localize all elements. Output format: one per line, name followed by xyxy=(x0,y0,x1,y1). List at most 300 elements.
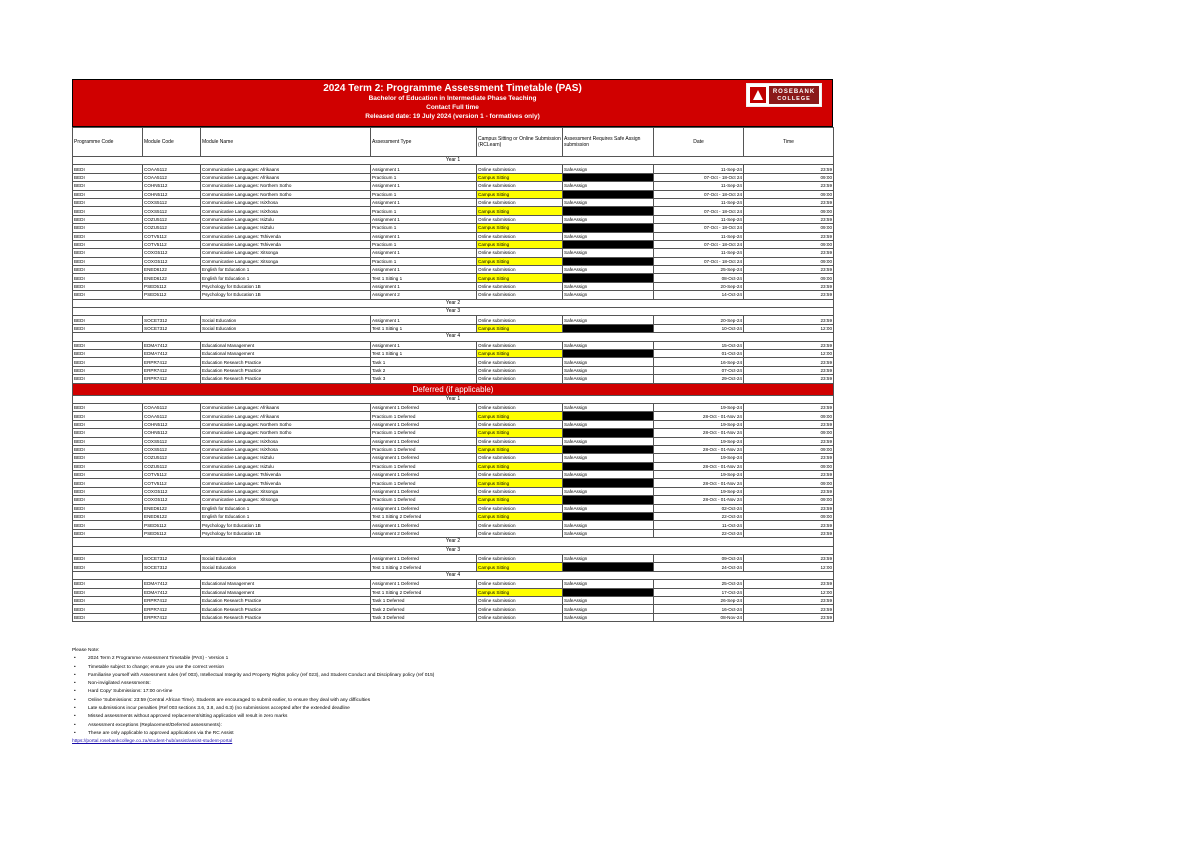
assessment-type-cell: Practicum 1 Deferred xyxy=(371,412,477,420)
date-cell: 11-Sep-24 xyxy=(654,182,744,190)
sitting-mode-cell: Online submission xyxy=(477,487,563,495)
module-name-cell: Social Education xyxy=(201,554,371,562)
safeassign-cell: SafeAssign xyxy=(563,487,654,495)
safeassign-cell: SafeAssign xyxy=(563,454,654,462)
module-code-cell: SOCE7312 xyxy=(143,316,201,324)
year-label: Year 2 xyxy=(73,299,834,307)
module-name-cell: Communicative Languages: Xitsonga xyxy=(201,257,371,265)
sitting-mode-cell: Campus Sitting xyxy=(477,274,563,282)
time-cell: 23:59 xyxy=(744,341,834,349)
safeassign-cell: SafeAssign xyxy=(563,182,654,190)
year-divider-row xyxy=(73,546,834,554)
date-cell: 20-Sep-24 xyxy=(654,316,744,324)
safeassign-cell: SafeAssign xyxy=(563,291,654,299)
date-cell: 09-Oct-24 xyxy=(654,554,744,562)
safeassign-cell xyxy=(563,274,654,282)
date-cell: 17-Oct-24 xyxy=(654,588,744,596)
note-item: • Missed assessments without approved replacement/sitting application will result in zero marks xyxy=(72,713,434,721)
date-cell: 11-Sep-24 xyxy=(654,215,744,223)
time-cell: 23:59 xyxy=(744,291,834,299)
date-cell: 19-Sep-24 xyxy=(654,471,744,479)
sitting-mode-cell: Online submission xyxy=(477,580,563,588)
deferred-divider-row xyxy=(73,383,834,395)
year-divider-row xyxy=(73,333,834,341)
programme-code-cell: BEDI xyxy=(73,324,143,332)
table-row xyxy=(73,266,834,274)
programme-code-cell: BEDI xyxy=(73,487,143,495)
date-cell: 02-Oct-24 xyxy=(654,504,744,512)
safeassign-cell xyxy=(563,412,654,420)
sitting-mode-cell: Campus Sitting xyxy=(477,240,563,248)
module-name-cell: Communicative Languages: Afrikaans xyxy=(201,173,371,181)
date-cell: 19-Sep-24 xyxy=(654,454,744,462)
sitting-mode-cell: Online submission xyxy=(477,282,563,290)
date-cell: 16-Sep-24 xyxy=(654,358,744,366)
module-name-cell: English for Education 1 xyxy=(201,274,371,282)
module-code-cell: COZU5112 xyxy=(143,454,201,462)
table-row xyxy=(73,291,834,299)
time-cell: 23:59 xyxy=(744,504,834,512)
module-code-cell: COXG5112 xyxy=(143,496,201,504)
module-code-cell: ERPR7412 xyxy=(143,366,201,374)
sitting-mode-cell: Campus Sitting xyxy=(477,207,563,215)
time-cell: 23:59 xyxy=(744,316,834,324)
module-name-cell: Communicative Languages: IsiXhosa xyxy=(201,445,371,453)
date-cell: 07-Oct - 18-Oct 24 xyxy=(654,173,744,181)
programme-code-cell: BEDI xyxy=(73,445,143,453)
programme-code-cell: BEDI xyxy=(73,563,143,571)
assessment-type-cell: Task 3 Deferred xyxy=(371,613,477,621)
time-cell: 23:59 xyxy=(744,471,834,479)
assessment-type-cell: Assignment 2 Deferred xyxy=(371,529,477,537)
date-cell: 20-Sep-24 xyxy=(654,282,744,290)
assessment-type-cell: Assignment 1 xyxy=(371,282,477,290)
module-code-cell: PSED5112 xyxy=(143,291,201,299)
sitting-mode-cell: Online submission xyxy=(477,341,563,349)
year-label: Year 3 xyxy=(73,308,834,316)
date-cell: 25-Sep-24 xyxy=(654,266,744,274)
sitting-mode-cell: Campus Sitting xyxy=(477,257,563,265)
module-code-cell: EDMA7412 xyxy=(143,580,201,588)
module-name-cell: Psychology for Education 1B xyxy=(201,521,371,529)
table-row xyxy=(73,207,834,215)
programme-code-cell: BEDI xyxy=(73,554,143,562)
safeassign-cell: SafeAssign xyxy=(563,504,654,512)
assessment-type-cell: Practicum 1 xyxy=(371,240,477,248)
sitting-mode-cell: Campus Sitting xyxy=(477,349,563,357)
programme-code-cell: BEDI xyxy=(73,190,143,198)
sitting-mode-cell: Online submission xyxy=(477,366,563,374)
sitting-mode-cell: Online submission xyxy=(477,454,563,462)
assessment-type-cell: Test 1 Sitting 2 Deferred xyxy=(371,563,477,571)
sitting-mode-cell: Online submission xyxy=(477,215,563,223)
sitting-mode-cell: Campus Sitting xyxy=(477,563,563,571)
time-cell: 09:00 xyxy=(744,207,834,215)
module-name-cell: Education Research Practice xyxy=(201,358,371,366)
module-name-cell: Education Research Practice xyxy=(201,375,371,383)
module-name-cell: Psychology for Education 1B xyxy=(201,529,371,537)
assessment-type-cell: Assignment 1 xyxy=(371,165,477,173)
time-cell: 09:00 xyxy=(744,462,834,470)
safeassign-cell: SafeAssign xyxy=(563,605,654,613)
table-row xyxy=(73,554,834,562)
sitting-mode-cell: Campus Sitting xyxy=(477,173,563,181)
programme-code-cell: BEDI xyxy=(73,173,143,181)
assessment-type-cell: Task 1 xyxy=(371,358,477,366)
time-cell: 09:00 xyxy=(744,274,834,282)
date-cell: 24-Oct-24 xyxy=(654,563,744,571)
assessment-type-cell: Assignment 1 Deferred xyxy=(371,521,477,529)
module-name-cell: Communicative Languages: Afrikaans xyxy=(201,403,371,411)
programme-code-cell: BEDI xyxy=(73,249,143,257)
programme-code-cell: BEDI xyxy=(73,215,143,223)
table-row xyxy=(73,605,834,613)
deferred-label: Deferred (if applicable) xyxy=(73,383,834,395)
safeassign-cell: SafeAssign xyxy=(563,554,654,562)
sitting-mode-cell: Campus Sitting xyxy=(477,496,563,504)
sitting-mode-cell: Online submission xyxy=(477,529,563,537)
module-code-cell: COTV5112 xyxy=(143,479,201,487)
safeassign-cell xyxy=(563,513,654,521)
table-row xyxy=(73,316,834,324)
module-code-cell: ERPR7412 xyxy=(143,613,201,621)
time-cell: 09:00 xyxy=(744,190,834,198)
safeassign-cell: SafeAssign xyxy=(563,596,654,604)
module-name-cell: Educational Management xyxy=(201,580,371,588)
safeassign-cell: SafeAssign xyxy=(563,471,654,479)
sitting-mode-cell: Online submission xyxy=(477,249,563,257)
assessment-type-cell: Task 1 Deferred xyxy=(371,596,477,604)
time-cell: 23:59 xyxy=(744,487,834,495)
table-row xyxy=(73,165,834,173)
module-code-cell: ENED6122 xyxy=(143,266,201,274)
assessment-type-cell: Practicum 1 Deferred xyxy=(371,479,477,487)
module-code-cell: ERPR7412 xyxy=(143,375,201,383)
table-row xyxy=(73,504,834,512)
date-cell: 15-Oct-24 xyxy=(654,341,744,349)
date-cell: 07-Oct - 18-Oct 24 xyxy=(654,207,744,215)
module-name-cell: Psychology for Education 1B xyxy=(201,282,371,290)
year-divider-row xyxy=(73,538,834,546)
col-header: Assessment Requires Safe Assign submission xyxy=(563,128,654,157)
table-row xyxy=(73,563,834,571)
time-cell: 12:00 xyxy=(744,324,834,332)
date-cell: 11-Sep-24 xyxy=(654,249,744,257)
module-code-cell: COXG5112 xyxy=(143,487,201,495)
time-cell: 23:59 xyxy=(744,182,834,190)
table-row xyxy=(73,596,834,604)
module-code-cell: PSED5112 xyxy=(143,529,201,537)
assessment-type-cell: Assignment 1 Deferred xyxy=(371,420,477,428)
date-cell: 28-Oct - 01-Nov 24 xyxy=(654,429,744,437)
module-code-cell: SOCE7312 xyxy=(143,324,201,332)
table-row xyxy=(73,529,834,537)
safeassign-cell: SafeAssign xyxy=(563,232,654,240)
sitting-mode-cell: Online submission xyxy=(477,165,563,173)
date-cell: 08-Nov-24 xyxy=(654,613,744,621)
safeassign-cell xyxy=(563,349,654,357)
module-code-cell: COHN5112 xyxy=(143,190,201,198)
logo-icon xyxy=(750,87,766,103)
contact-mode: Contact Full time xyxy=(426,104,479,111)
col-header: Programme Code xyxy=(73,128,143,157)
module-code-cell: COAA5112 xyxy=(143,412,201,420)
module-code-cell: COAA5112 xyxy=(143,403,201,411)
table-row xyxy=(73,249,834,257)
sitting-mode-cell: Campus Sitting xyxy=(477,588,563,596)
assessment-type-cell: Assignment 1 xyxy=(371,215,477,223)
sitting-mode-cell: Online submission xyxy=(477,232,563,240)
time-cell: 12:00 xyxy=(744,563,834,571)
programme-code-cell: BEDI xyxy=(73,429,143,437)
table-row xyxy=(73,282,834,290)
col-header: Time xyxy=(744,128,834,157)
programme-code-cell: BEDI xyxy=(73,224,143,232)
module-code-cell: ERPR7412 xyxy=(143,358,201,366)
date-cell: 22-Oct-24 xyxy=(654,513,744,521)
assessment-type-cell: Assignment 1 Deferred xyxy=(371,403,477,411)
time-cell: 12:00 xyxy=(744,588,834,596)
module-code-cell: COZU5112 xyxy=(143,215,201,223)
module-name-cell: Educational Management xyxy=(201,341,371,349)
programme-code-cell: BEDI xyxy=(73,282,143,290)
assist-portal-link[interactable]: https://portal.rosebankcollege.co.za/student-hub/assist/assist-student-portal xyxy=(72,739,233,745)
module-code-cell: COAA5112 xyxy=(143,173,201,181)
module-code-cell: COZU5112 xyxy=(143,224,201,232)
assessment-type-cell: Test 1 Sitting 2 Deferred xyxy=(371,513,477,521)
table-row xyxy=(73,173,834,181)
safeassign-cell xyxy=(563,207,654,215)
safeassign-cell xyxy=(563,324,654,332)
logo-text-bottom: COLLEGE xyxy=(777,95,811,102)
table-row xyxy=(73,232,834,240)
sitting-mode-cell: Online submission xyxy=(477,605,563,613)
sitting-mode-cell: Online submission xyxy=(477,198,563,206)
module-name-cell: Communicative Languages: Xitsonga xyxy=(201,496,371,504)
note-item: • Familiarise yourself with Assessment rules (ref 003), Intellectual Integrity and Property Rights policy (ref 023), and Student Conduct and Disciplinary policy (ref 015) xyxy=(72,672,434,680)
programme-code-cell: BEDI xyxy=(73,580,143,588)
year-label: Year 4 xyxy=(73,333,834,341)
module-code-cell: COXS5112 xyxy=(143,198,201,206)
module-name-cell: Communicative Languages: Xitsonga xyxy=(201,249,371,257)
assessment-type-cell: Assignment 1 xyxy=(371,198,477,206)
date-cell: 07-Oct - 18-Oct 24 xyxy=(654,240,744,248)
module-code-cell: COXS5112 xyxy=(143,437,201,445)
module-name-cell: English for Education 1 xyxy=(201,266,371,274)
time-cell: 09:00 xyxy=(744,496,834,504)
module-name-cell: Communicative Languages: Tshivenda xyxy=(201,479,371,487)
module-name-cell: Educational Management xyxy=(201,349,371,357)
safeassign-cell xyxy=(563,173,654,181)
table-row xyxy=(73,341,834,349)
module-name-cell: Psychology for Education 1B xyxy=(201,291,371,299)
assessment-type-cell: Assignment 1 Deferred xyxy=(371,580,477,588)
module-code-cell: COXS5112 xyxy=(143,207,201,215)
safeassign-cell: SafeAssign xyxy=(563,366,654,374)
assessment-type-cell: Practicum 1 xyxy=(371,173,477,181)
time-cell: 23:59 xyxy=(744,420,834,428)
year-divider-row xyxy=(73,299,834,307)
time-cell: 23:59 xyxy=(744,375,834,383)
sitting-mode-cell: Online submission xyxy=(477,471,563,479)
sitting-mode-cell: Campus Sitting xyxy=(477,429,563,437)
time-cell: 23:59 xyxy=(744,266,834,274)
programme-code-cell: BEDI xyxy=(73,462,143,470)
col-header: Assessment Type xyxy=(371,128,477,157)
date-cell: 28-Oct - 01-Nov 24 xyxy=(654,445,744,453)
programme-code-cell: BEDI xyxy=(73,471,143,479)
module-code-cell: COZU5112 xyxy=(143,462,201,470)
programme-code-cell: BEDI xyxy=(73,420,143,428)
programme-code-cell: BEDI xyxy=(73,529,143,537)
module-code-cell: COTV5112 xyxy=(143,471,201,479)
assessment-type-cell: Test 1 Sitting 1 xyxy=(371,349,477,357)
col-header: Date xyxy=(654,128,744,157)
module-name-cell: Communicative Languages: Xitsonga xyxy=(201,487,371,495)
module-code-cell: COTV5112 xyxy=(143,232,201,240)
programme-code-cell: BEDI xyxy=(73,437,143,445)
safeassign-cell: SafeAssign xyxy=(563,341,654,349)
safeassign-cell: SafeAssign xyxy=(563,358,654,366)
sitting-mode-cell: Campus Sitting xyxy=(477,479,563,487)
safeassign-cell: SafeAssign xyxy=(563,580,654,588)
assessment-type-cell: Assignment 1 xyxy=(371,316,477,324)
module-code-cell: SOCE7312 xyxy=(143,554,201,562)
time-cell: 23:59 xyxy=(744,521,834,529)
date-cell: 07-Oct - 18-Oct 24 xyxy=(654,257,744,265)
programme-code-cell: BEDI xyxy=(73,596,143,604)
safeassign-cell: SafeAssign xyxy=(563,437,654,445)
module-name-cell: Educational Management xyxy=(201,588,371,596)
note-item: • These are only applicable to approved applications via the RC Assist xyxy=(72,730,434,738)
sitting-mode-cell: Online submission xyxy=(477,266,563,274)
table-row xyxy=(73,240,834,248)
safeassign-cell xyxy=(563,257,654,265)
date-cell: 29-Oct-24 xyxy=(654,375,744,383)
time-cell: 23:59 xyxy=(744,613,834,621)
assessment-type-cell: Assignment 1 Deferred xyxy=(371,471,477,479)
module-code-cell: COXG5112 xyxy=(143,257,201,265)
year-divider-row xyxy=(73,571,834,579)
programme-code-cell: BEDI xyxy=(73,375,143,383)
time-cell: 23:59 xyxy=(744,249,834,257)
year-label: Year 1 xyxy=(73,395,834,403)
module-code-cell: COXS5112 xyxy=(143,445,201,453)
time-cell: 23:59 xyxy=(744,165,834,173)
programme-code-cell: BEDI xyxy=(73,613,143,621)
table-row xyxy=(73,496,834,504)
programme-code-cell: BEDI xyxy=(73,479,143,487)
time-cell: 09:00 xyxy=(744,479,834,487)
module-name-cell: Communicative Languages: Afrikaans xyxy=(201,412,371,420)
assessment-type-cell: Task 2 xyxy=(371,366,477,374)
safeassign-cell: SafeAssign xyxy=(563,529,654,537)
module-code-cell: ERPR7412 xyxy=(143,605,201,613)
safeassign-cell: SafeAssign xyxy=(563,316,654,324)
safeassign-cell: SafeAssign xyxy=(563,521,654,529)
module-code-cell: COHN5112 xyxy=(143,420,201,428)
module-name-cell: Education Research Practice xyxy=(201,596,371,604)
table-row xyxy=(73,324,834,332)
safeassign-cell: SafeAssign xyxy=(563,420,654,428)
sitting-mode-cell: Online submission xyxy=(477,504,563,512)
date-cell: 26-Sep-24 xyxy=(654,596,744,604)
time-cell: 09:00 xyxy=(744,173,834,181)
assessment-type-cell: Test 1 Sitting 2 Deferred xyxy=(371,588,477,596)
year-label: Year 2 xyxy=(73,538,834,546)
programme-code-cell: BEDI xyxy=(73,412,143,420)
module-code-cell: EDMA7412 xyxy=(143,588,201,596)
col-header: Campus Sitting or Online Submission (RCLearn) xyxy=(477,128,563,157)
module-code-cell: PSED5112 xyxy=(143,521,201,529)
table-row xyxy=(73,349,834,357)
time-cell: 23:59 xyxy=(744,232,834,240)
sitting-mode-cell: Online submission xyxy=(477,613,563,621)
assessment-type-cell: Assignment 1 xyxy=(371,266,477,274)
sitting-mode-cell: Online submission xyxy=(477,554,563,562)
module-name-cell: Communicative Languages: Northern Sotho xyxy=(201,420,371,428)
module-code-cell: ENED6122 xyxy=(143,504,201,512)
date-cell: 07-Oct - 18-Oct 24 xyxy=(654,190,744,198)
assessment-type-cell: Practicum 1 xyxy=(371,207,477,215)
time-cell: 23:59 xyxy=(744,282,834,290)
date-cell: 01-Oct-24 xyxy=(654,349,744,357)
module-name-cell: Communicative Languages: Northern Sotho xyxy=(201,429,371,437)
college-logo xyxy=(746,83,822,107)
date-cell: 19-Sep-24 xyxy=(654,437,744,445)
time-cell: 12:00 xyxy=(744,349,834,357)
programme-code-cell: BEDI xyxy=(73,605,143,613)
module-name-cell: Communicative Languages: IsiXhosa xyxy=(201,437,371,445)
table-row xyxy=(73,613,834,621)
table-row xyxy=(73,358,834,366)
assessment-type-cell: Practicum 1 xyxy=(371,224,477,232)
module-code-cell: COAA5112 xyxy=(143,165,201,173)
programme-code-cell: BEDI xyxy=(73,232,143,240)
timetable-sheet xyxy=(72,79,833,622)
safeassign-cell xyxy=(563,445,654,453)
date-cell: 14-Oct-24 xyxy=(654,291,744,299)
module-code-cell: COHN5112 xyxy=(143,182,201,190)
safeassign-cell: SafeAssign xyxy=(563,215,654,223)
module-code-cell: COHN5112 xyxy=(143,429,201,437)
date-cell: 10-Oct-24 xyxy=(654,324,744,332)
module-code-cell: ENED6122 xyxy=(143,513,201,521)
programme-code-cell: BEDI xyxy=(73,165,143,173)
sitting-mode-cell: Online submission xyxy=(477,403,563,411)
module-code-cell: PSED5112 xyxy=(143,282,201,290)
timetable-banner xyxy=(72,79,833,127)
assessment-type-cell: Assignment 1 Deferred xyxy=(371,437,477,445)
table-row xyxy=(73,224,834,232)
programme-code-cell: BEDI xyxy=(73,274,143,282)
module-name-cell: Communicative Languages: IsiXhosa xyxy=(201,207,371,215)
safeassign-cell xyxy=(563,240,654,248)
table-body xyxy=(73,157,834,622)
programme-code-cell: BEDI xyxy=(73,588,143,596)
module-name-cell: Communicative Languages: Northern Sotho xyxy=(201,190,371,198)
module-code-cell: EDMA7412 xyxy=(143,341,201,349)
time-cell: 09:00 xyxy=(744,445,834,453)
date-cell: 16-Oct-24 xyxy=(654,605,744,613)
sitting-mode-cell: Campus Sitting xyxy=(477,513,563,521)
year-label: Year 1 xyxy=(73,157,834,165)
assessment-type-cell: Assignment 1 xyxy=(371,341,477,349)
time-cell: 23:59 xyxy=(744,215,834,223)
table-row xyxy=(73,375,834,383)
safeassign-cell xyxy=(563,462,654,470)
module-code-cell: ENED6122 xyxy=(143,274,201,282)
